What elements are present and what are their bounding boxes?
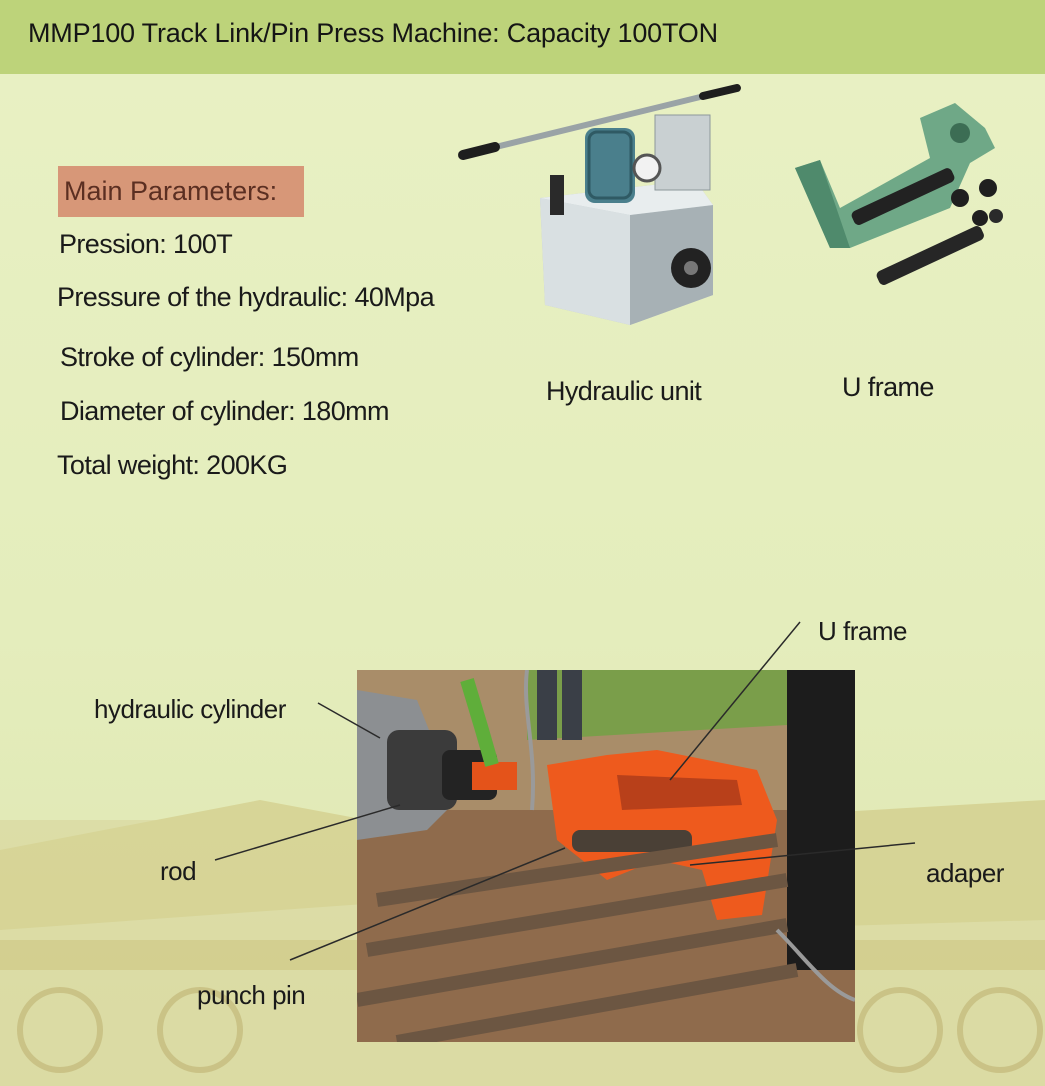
param-diameter: Diameter of cylinder: 180mm [60, 396, 389, 426]
hydraulic-unit-image [455, 80, 745, 330]
param-total-weight: Total weight: 200KG [57, 450, 288, 480]
main-parameters-label: Main Parameters: [58, 166, 304, 217]
header-bar [0, 0, 1045, 74]
param-stroke: Stroke of cylinder: 150mm [60, 342, 359, 372]
machine-in-use-photo [357, 670, 855, 1042]
callout-rod: rod [160, 856, 197, 886]
callout-hydraulic-cylinder: hydraulic cylinder [94, 694, 286, 724]
callout-adaper: adaper [926, 858, 1004, 888]
u-frame-image [790, 98, 1010, 303]
hydraulic-unit-caption: Hydraulic unit [546, 376, 702, 406]
callout-punch-pin: punch pin [197, 980, 306, 1010]
callout-u-frame: U frame [818, 616, 907, 646]
u-frame-caption: U frame [842, 372, 934, 402]
param-pression: Pression: 100T [59, 229, 233, 259]
param-hydraulic-pressure: Pressure of the hydraulic: 40Mpa [57, 282, 435, 312]
page-title: MMP100 Track Link/Pin Press Machine: Capacity 100TON [28, 18, 718, 48]
